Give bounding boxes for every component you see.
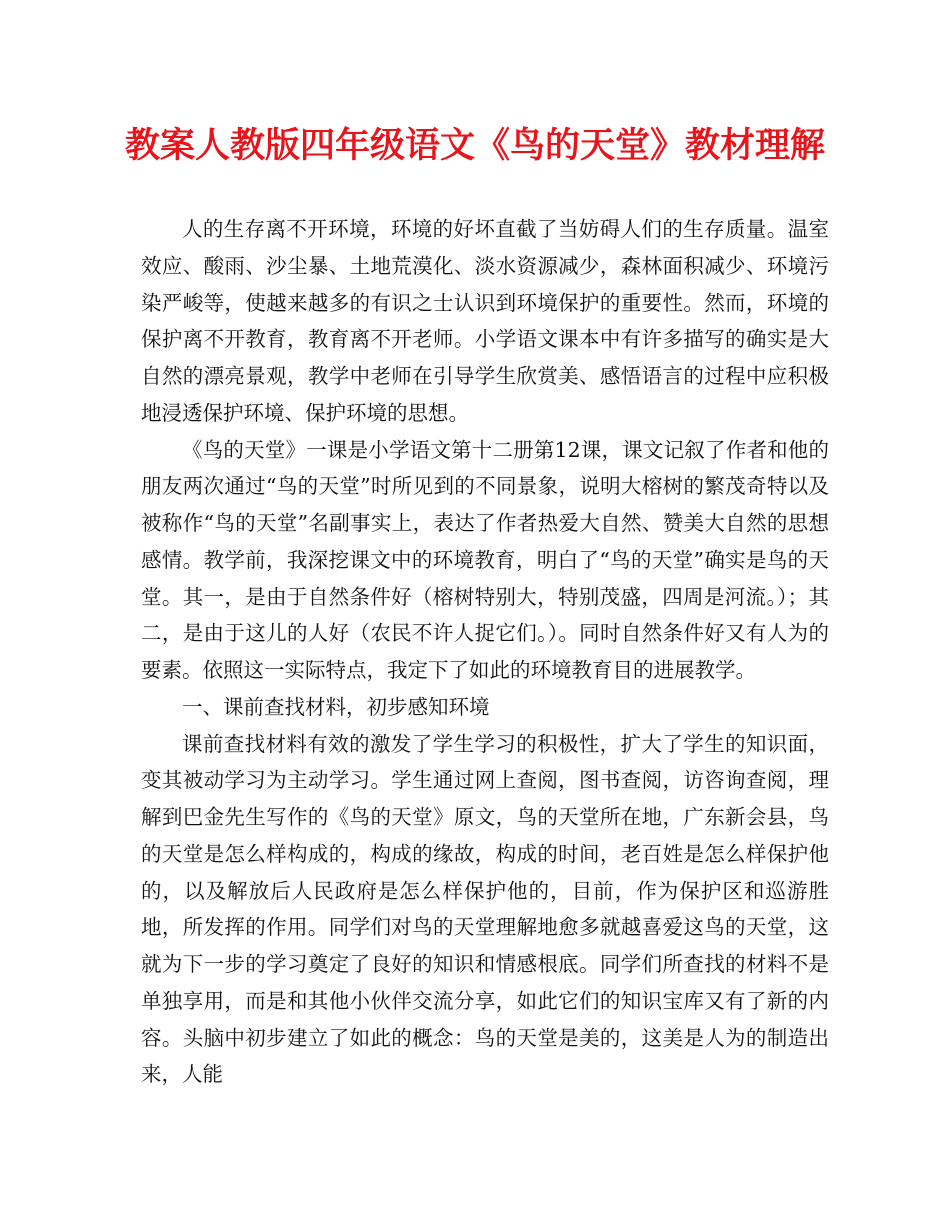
- paragraph-environment-intro: 人的生存离不开环境，环境的好坏直截了当妨碍人们的生存质量。温室效应、酸雨、沙尘暴、土地荒漠化、淡水资源减少，森林面积减少、环境污染严峻等，使越来越多的有识之士认识到环境保护的重要性。然而，环境的保护离不开教育，教育离不开老师。小学语文课本中有许多描写的确实是大自然的漂亮景观，教学中老师在引导学生欣赏美、感悟语言的过程中应积极地浸透保护环境、保护环境的思想。: [141, 217, 829, 425]
- document-title: 教案人教版四年级语文《鸟的天堂》教材理解: [124, 126, 825, 166]
- paragraph-lesson-overview: 《鸟的天堂》一课是小学语文第十二册第12课，课文记叙了作者和他的朋友两次通过“鸟的天堂”时所见到的不同景象，说明大榕树的繁茂奇特以及被称作“鸟的天堂”名副事实上，表达了作者热爱大自然、赞美大自然的思想感情。教学前，我深挖课文中的环境教育，明白了“鸟的天堂”确实是鸟的天堂。其一，是由于自然条件好（榕树特别大，特别茂盛，四周是河流。）；其二，是由于这儿的人好（农民不许人捉它们。）。同时自然条件好又有人为的要素。依照这一实际特点，我定下了如此的环境教育目的进展教学。: [141, 437, 829, 682]
- section-heading-pre-class: 一、课前查找材料，初步感知环境: [182, 694, 490, 719]
- paragraph-pre-class-materials: 课前查找材料有效的激发了学生学习的积极性，扩大了学生的知识面，变其被动学习为主动学习。学生通过网上查阅，图书查阅，访咨询查阅，理解到巴金先生写作的《鸟的天堂》原文，鸟的天堂所在地，广东新会县，鸟的天堂是怎么样构成的，构成的缘故，构成的时间，老百姓是怎么样保护他的，以及解放后人民政府是怎么样保护他的，目前，作为保护区和巡游胜地，所发挥的作用。同学们对鸟的天堂理解地愈多就越喜爱这鸟的天堂，这就为下一步的学习奠定了良好的知识和情感根底。同学们所查找的材料不是单独享用，而是和其他小伙伴交流分享，如此它们的知识宝库又有了新的内容。头脑中初步建立了如此的概念：鸟的天堂是美的，这美是人为的制造出来，人能: [141, 731, 829, 1087]
- document-body: [141, 211, 829, 1093]
